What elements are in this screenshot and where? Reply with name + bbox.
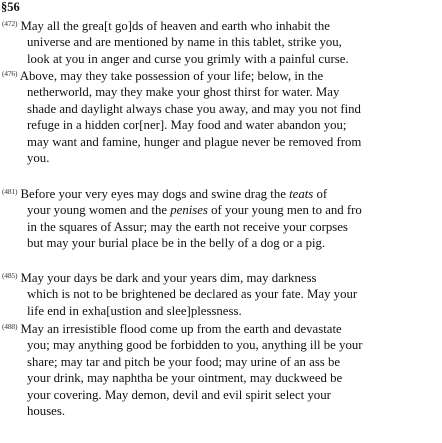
section-heading: §56 — [1, 0, 20, 14]
line-number: (481) — [2, 187, 18, 196]
paragraph-line: which is not to be brightened be declared as your fate. May your — [27, 287, 358, 302]
paragraph-line: may want and famine, hunger and plague never be removed from — [27, 134, 362, 149]
paragraph-line — [2, 202, 438, 218]
curse-paragraph-485 — [2, 268, 438, 319]
paragraph-line: your covering. May demon, devil and evil spirit select your — [27, 387, 331, 402]
paragraph-line: in the squares of Assur; may the earth not receive your corpses — [27, 219, 348, 234]
paragraph-line: share; may tar and pitch be your food; may urine of an ass be — [27, 354, 341, 369]
line-text: your young women and the — [27, 203, 171, 218]
line-text: Above, may they take possession of your life; below, in the — [19, 69, 324, 83]
paragraph-line: netherworld, may they make your ghost thirst for water. May — [27, 85, 340, 100]
paragraph-line: shade and daylight always chase you away, and may you not find — [27, 101, 361, 116]
paragraph-line — [2, 16, 438, 34]
paragraph-line: your drink, may naphtha be your ointment, may duckweed be — [27, 371, 343, 386]
paragraph-line — [2, 268, 438, 286]
italic-word: teats — [289, 187, 314, 201]
line-number: (488) — [2, 322, 18, 331]
line-text: Before your very eyes may dogs and swine drag the — [20, 187, 290, 201]
curse-paragraph-476 — [2, 66, 438, 166]
line-text: May all the grea[t go]ds of heaven and earth who inhabit the — [20, 19, 330, 33]
line-number: (472) — [2, 19, 18, 28]
paragraph-line: but may your burial place be in the belly of a dog or a pig. — [27, 236, 326, 251]
paragraph-line: refuge in a hidden cor[ner]. May food and water abandon you; — [27, 118, 347, 133]
curse-paragraph-488 — [2, 319, 438, 419]
paragraph-line — [2, 184, 438, 202]
paragraph-line: look at you in anger and curse you grimly with a painful curse. — [27, 51, 349, 66]
line-number: (476) — [2, 69, 18, 78]
paragraph-line: you. — [27, 151, 50, 166]
line-text: of — [313, 187, 328, 201]
italic-word: penises — [170, 203, 208, 218]
line-text: of your young men to and fro — [207, 203, 362, 218]
paragraph-line — [2, 319, 438, 337]
line-text: May your days be dark and your years dim, may darkness — [20, 271, 317, 285]
line-number: (485) — [2, 271, 18, 280]
curse-paragraph-472 — [2, 16, 438, 67]
curse-paragraph-481 — [2, 184, 438, 252]
paragraph-line: universe and are mentioned by name in this tablet, strike you, — [27, 35, 342, 50]
paragraph-line — [2, 66, 438, 84]
paragraph-line: life end in exha[ustion and slee]plessness. — [27, 303, 242, 318]
paragraph-line: you; may anything good be forbidden to you, anything ill be your — [27, 338, 363, 353]
line-text: May an irresistible flood come up from the earth and devastate — [20, 322, 342, 336]
paragraph-line: houses. — [27, 404, 66, 419]
